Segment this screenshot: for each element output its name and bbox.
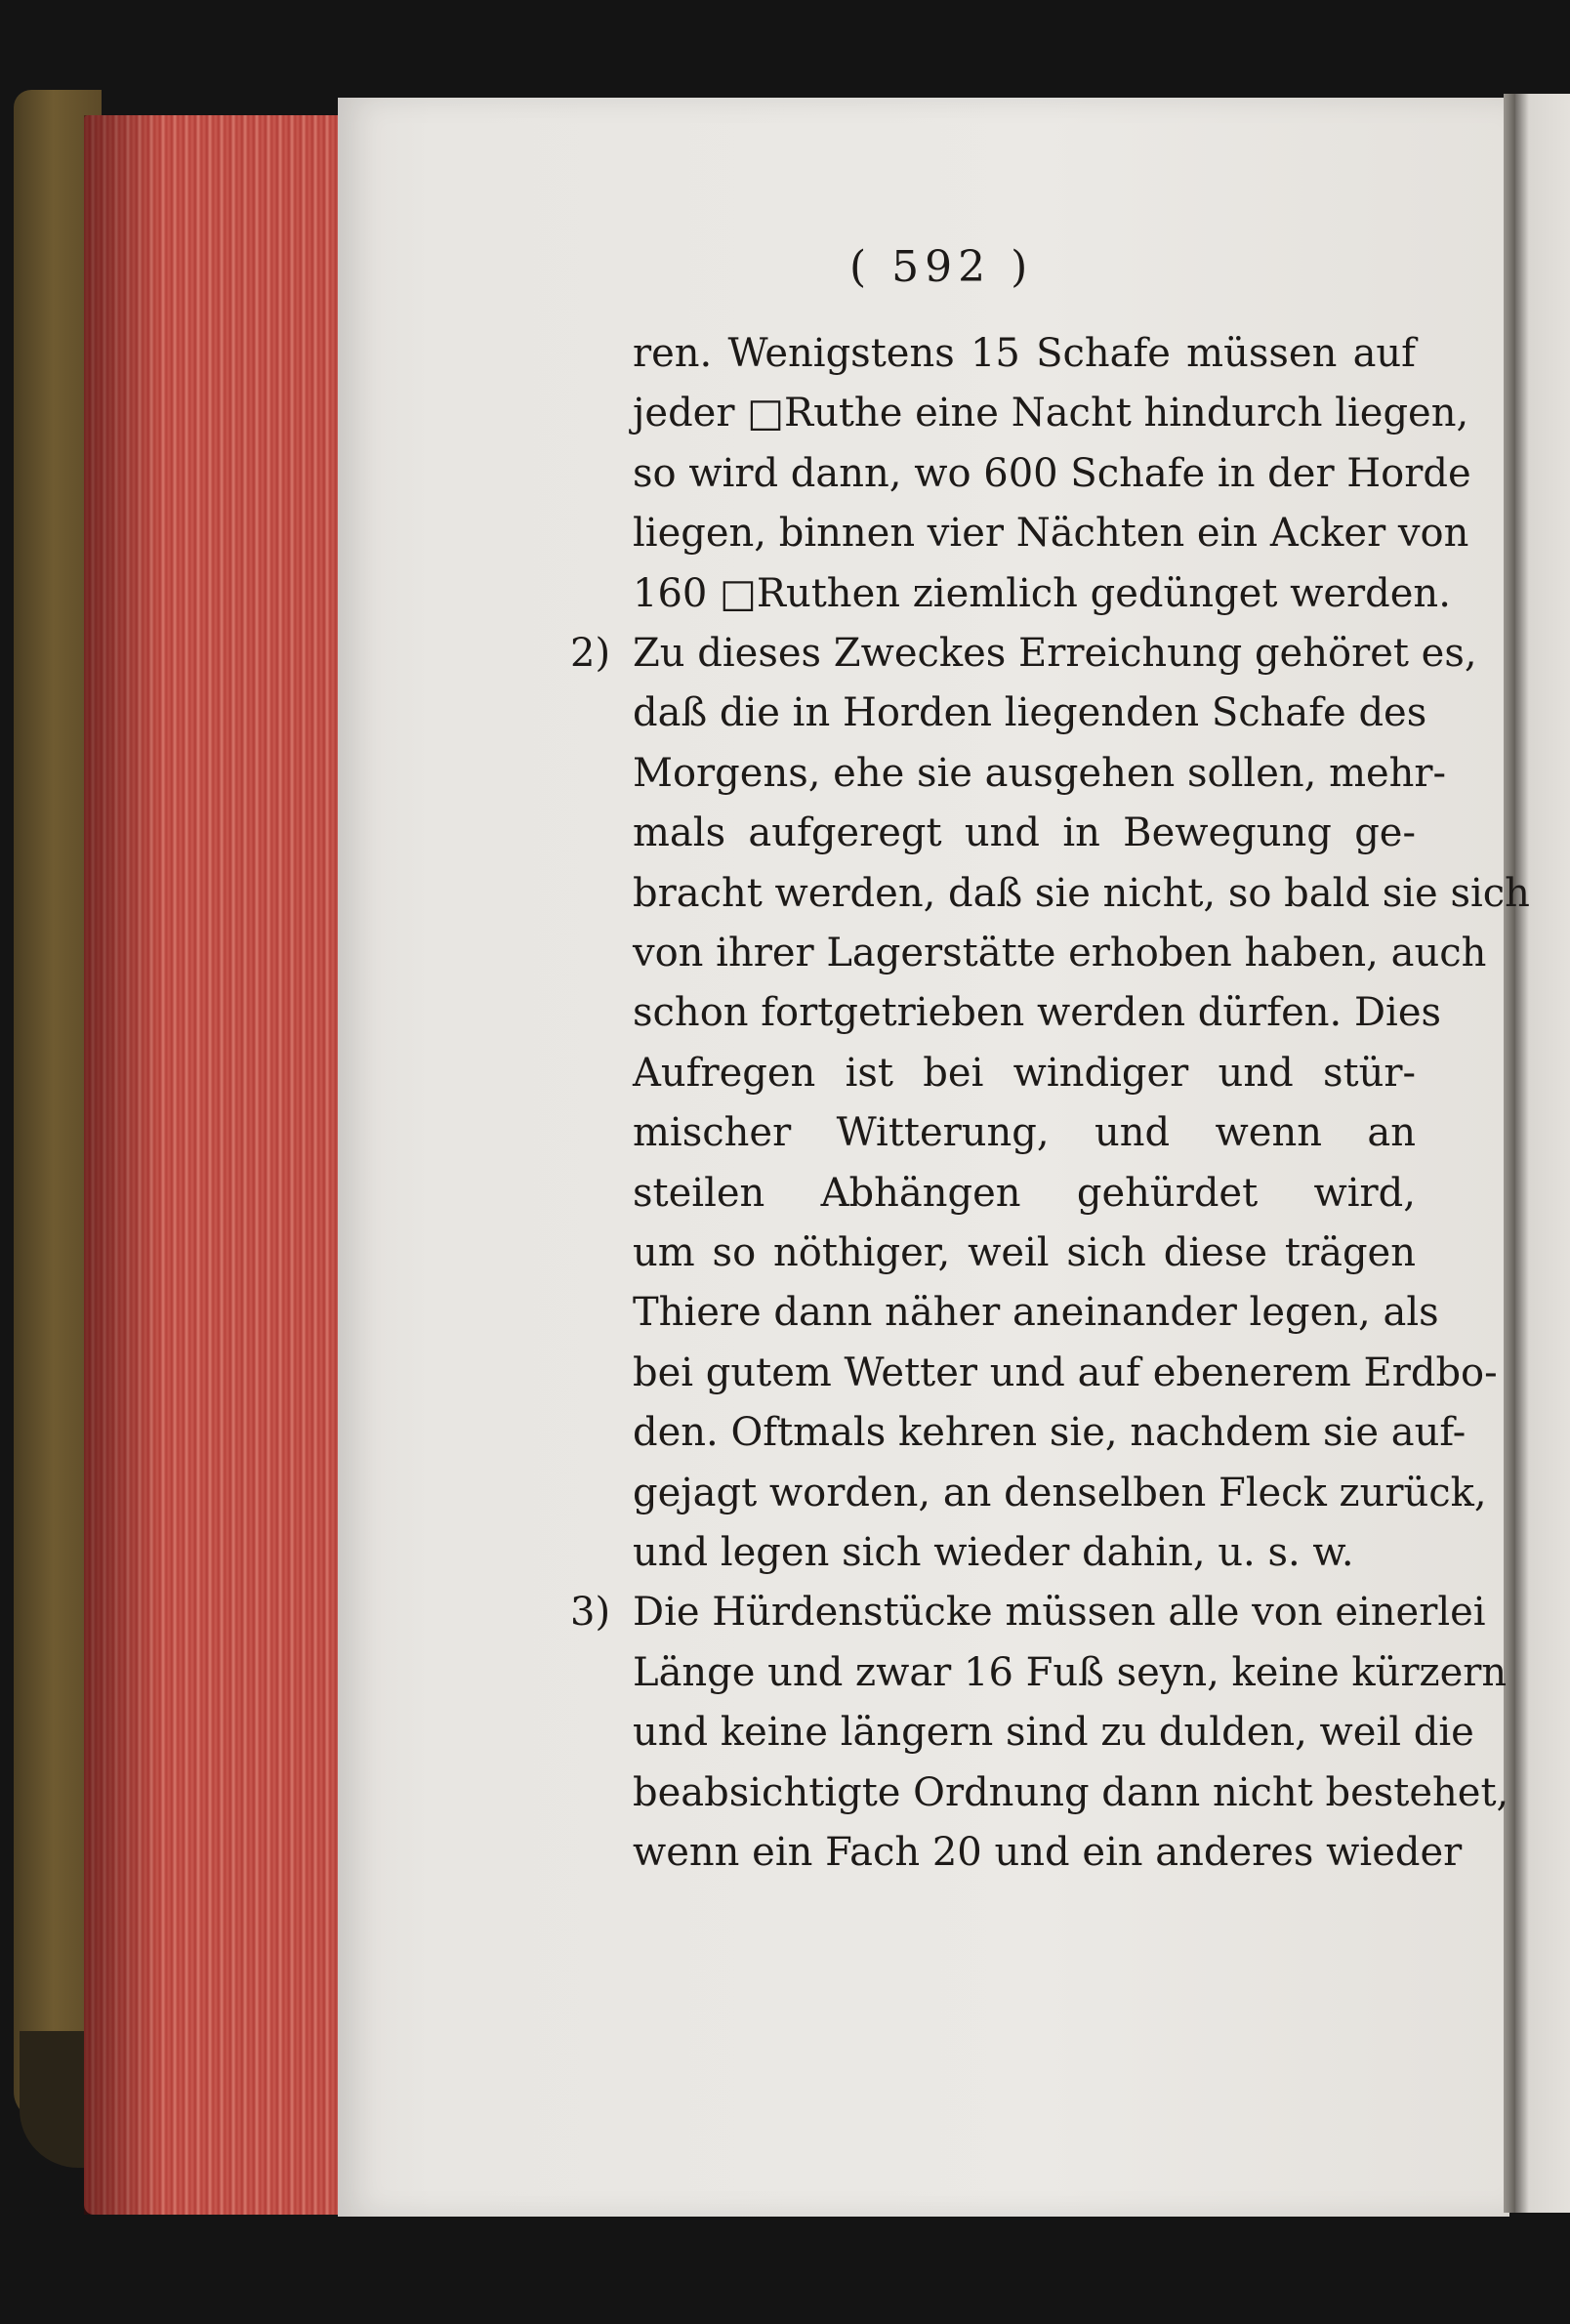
text-line: steilen Abhängen gehürdet wird, [633, 1171, 1416, 1216]
text-line: mischer Witterung, und wenn an [633, 1110, 1416, 1155]
text-line: Thiere dann näher aneinander legen, als [633, 1290, 1439, 1335]
text-line: wenn ein Fach 20 und ein anderes wieder [633, 1830, 1463, 1875]
text-line: mals aufgeregt und in Bewegung ge- [633, 810, 1416, 855]
text-line: gejagt worden, an denselben Fleck zurück, [633, 1471, 1487, 1515]
text-line: bei gutem Wetter und auf ebenerem Erdbo- [633, 1350, 1498, 1395]
text-line: beabsichtigte Ordnung dann nicht bestehet, [633, 1770, 1509, 1815]
text-line: Zu dieses Zweckes Erreichung gehöret es, [633, 631, 1477, 676]
text-line: liegen, binnen vier Nächten ein Acker von [633, 511, 1469, 556]
text-line: den. Oftmals kehren sie, nachdem sie auf- [633, 1410, 1467, 1455]
text-line: ren. Wenigstens 15 Schafe müssen auf [633, 331, 1416, 376]
text-line: Aufregen ist bei windiger und stür- [633, 1051, 1416, 1096]
text-line: und legen sich wieder dahin, u. s. w. [633, 1530, 1354, 1575]
text-line: bracht werden, daß sie nicht, so bald sie sich [633, 871, 1530, 916]
text-line: Die Hürdenstücke müssen alle von einerlei [633, 1590, 1486, 1635]
text-line: um so nöthiger, weil sich diese trägen [633, 1230, 1416, 1275]
text-line: 160 □Ruthen ziemlich gedünget werden. [633, 571, 1451, 616]
text-line: jeder □Ruthe eine Nacht hindurch liegen, [633, 391, 1469, 436]
text-line: Länge und zwar 16 Fuß seyn, keine kürzern [633, 1650, 1508, 1695]
list-item-number: 2) [570, 631, 611, 676]
text-line: Morgens, ehe sie ausgehen sollen, mehr- [633, 751, 1447, 796]
text-line: und keine längern sind zu dulden, weil die [633, 1710, 1474, 1755]
text-line: von ihrer Lagerstätte erhoben haben, auch [633, 931, 1487, 975]
page-number: ( 592 ) [849, 242, 1034, 292]
text-line: daß die in Horden liegenden Schafe des [633, 690, 1427, 735]
list-item-number: 3) [570, 1590, 611, 1635]
text-line: schon fortgetrieben werden dürfen. Dies [633, 990, 1442, 1035]
text-line: so wird dann, wo 600 Schafe in der Horde [633, 451, 1471, 496]
